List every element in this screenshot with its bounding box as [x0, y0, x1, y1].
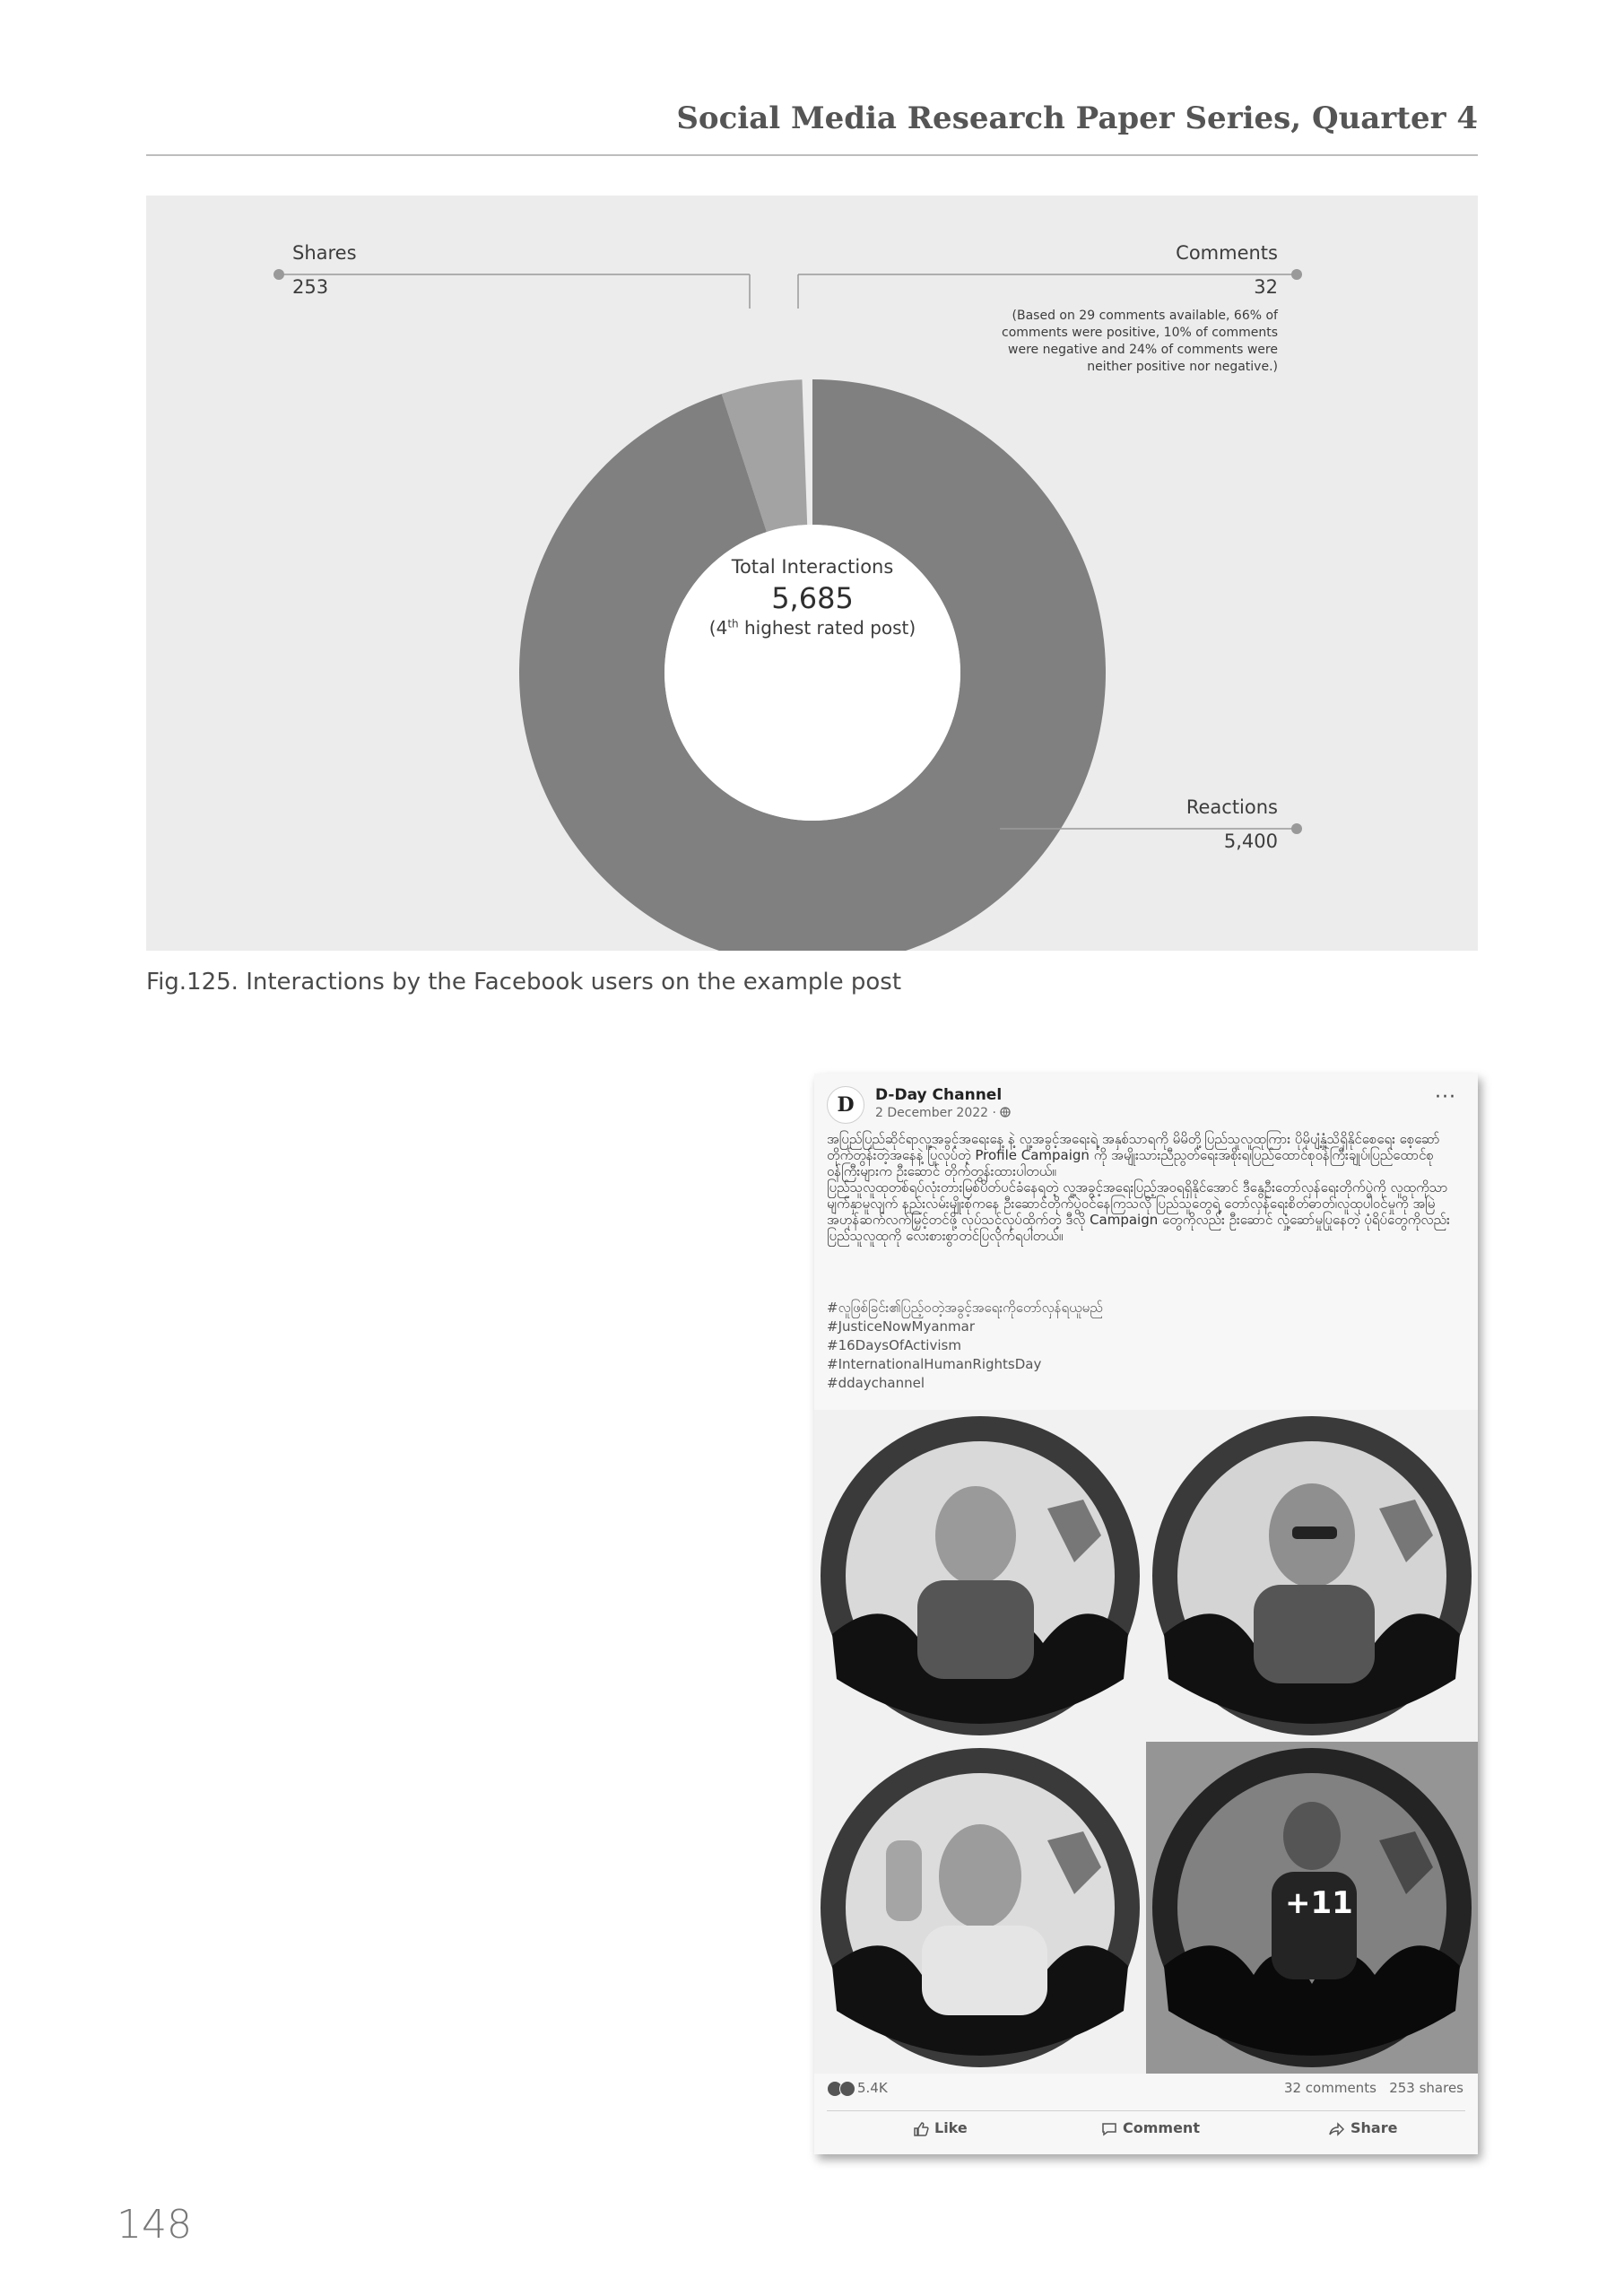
center-label: Total Interactions	[731, 556, 894, 578]
avatar-letter: D	[837, 1093, 855, 1117]
share-label: Share	[1350, 2119, 1398, 2136]
share-count[interactable]: 253 shares	[1389, 2080, 1463, 2096]
hashtag[interactable]: #16DaysOfActivism	[827, 1337, 961, 1353]
share-button[interactable]	[1329, 2119, 1397, 2137]
reactions-value: 5,400	[1223, 831, 1278, 852]
reaction-icons	[827, 2080, 852, 2097]
action-divider	[827, 2110, 1465, 2111]
reaction-count[interactable]	[827, 2080, 888, 2097]
comments-leader-dot	[1291, 269, 1302, 280]
love-reaction-icon	[839, 2081, 855, 2097]
hashtag[interactable]: #လူဖြစ်ခြင်း၏ပြည့်ဝတဲ့အခွင့်အရေးကိုတော်လှန်ရယူမည်	[827, 1300, 1103, 1316]
comment-count[interactable]: 32 comments	[1283, 2080, 1376, 2096]
comment-bubble-icon	[1101, 2121, 1117, 2137]
more-options-icon[interactable]: ···	[1435, 1086, 1456, 1109]
hashtag[interactable]: #JusticeNowMyanmar	[827, 1318, 975, 1335]
figure-caption: Fig.125. Interactions by the Facebook users on the example post	[146, 969, 902, 996]
engagement-stats	[827, 2080, 1465, 2100]
hashtag[interactable]: #ddaychannel	[827, 1375, 925, 1391]
reaction-count-text: 5.4K	[857, 2080, 888, 2096]
profile-frame-photo-3[interactable]	[814, 1742, 1146, 2074]
post-date[interactable]	[875, 1106, 1011, 1120]
thumbs-up-icon	[913, 2121, 929, 2137]
more-photos-count[interactable]: +11	[1285, 1885, 1353, 1921]
comment-button[interactable]	[1101, 2119, 1200, 2137]
like-button[interactable]	[913, 2119, 968, 2137]
comments-value: 32	[1254, 276, 1278, 298]
profile-frame-photo-4[interactable]	[1146, 1742, 1478, 2074]
running-header: Social Media Research Paper Series, Quarter 4	[676, 100, 1478, 136]
donut-chart	[146, 196, 1478, 951]
shares-value: 253	[292, 276, 329, 298]
portrait-frame-image	[814, 1410, 1146, 1742]
shares-leader-dot	[274, 269, 284, 280]
facebook-post	[814, 1074, 1478, 2154]
portrait-frame-image	[1146, 1410, 1478, 1742]
globe-icon	[1000, 1107, 1011, 1118]
page-number: 148	[117, 2202, 192, 2248]
page-avatar[interactable]	[827, 1086, 864, 1124]
profile-frame-photo-2[interactable]	[1146, 1410, 1478, 1742]
reactions-leader-dot	[1291, 823, 1302, 834]
header-rule	[146, 154, 1478, 156]
like-label: Like	[934, 2119, 968, 2136]
share-arrow-icon	[1329, 2121, 1345, 2137]
post-body: အပြည်ပြည်ဆိုင်ရာလူ့အခွင့်အရေးနေ့ နဲ့ လူ့အခွင့်အရေးရဲ့ အနှစ်သာရကို မိမိတို့ပြည်သူလူထုကြား ပိုမိုပျံ့နှံ့သိရှိနိုင်စေရေး စေ့ဆော်တိုက်တွန်းတဲ့အနေနဲ့ ပြုလုပ်တဲ့ Profile Campaign ကို အမျိုးသားညီညွတ်ရေးအစိုးရ၊ပြည်ထောင်စုဝန်ကြီးချုပ်၊ပြည်ထောင်စုဝန်ကြီးများက ဦးဆောင် တိုက်တွန်းထားပါတယ်။ ပြည်သူလူထုတစ်ရပ်လုံးတားမြစ်ပိတ်ပင်ခံနေရတဲ့ လူ့အခွင့်အရေးပြည့်အဝရရှိနိုင်အောင် ဒီနွေဦးတော်လှန်ရေးတိုက်ပွဲကို လူထုကိုသာ မျက်နှာမူလျက် နည်းလမ်းမျိုးစုံကနေ ဦးဆောင်တိုက်ပွဲဝင်နေကြသလို ပြည်သူတွေရဲ့ တော်လှန်ရေးစိတ်ဓာတ်၊လူထုပါဝင်မှုကို အမြဲအဟုန်ဆက်လက်မြှင့်တင်ဖို့ လုပ်သင့်လုပ်ထိုက်တဲ့ ဒီလို Campaign တွေကိုလည်း ဦးဆောင် လှုံ့ဆော်မှုပြုနေတဲ့ ပုံရိပ်တွေကိုလည်း ပြည်သူလူထုကို လေးစားစွာတင်ပြလိုက်ရပါတယ်။	[827, 1131, 1450, 1244]
action-bar	[827, 2119, 1465, 2144]
comments-note: (Based on 29 comments available, 66% of comments were positive, 10% of comments were negative and 24% of comments were neither positive nor negative.)	[1002, 309, 1278, 374]
post-date-text: 2 December 2022 ·	[875, 1106, 1001, 1120]
center-rank-text: highest rated post)	[738, 617, 916, 639]
reactions-label: Reactions	[1185, 796, 1278, 818]
profile-frame-photo-1[interactable]	[814, 1410, 1146, 1742]
center-rank-num: (4	[708, 617, 728, 639]
comments-label: Comments	[1176, 242, 1278, 264]
hashtag[interactable]: #InternationalHumanRightsDay	[827, 1356, 1042, 1372]
portrait-frame-image	[814, 1742, 1146, 2074]
center-rank-sup: th	[727, 617, 739, 631]
page-name[interactable]: D-Day Channel	[875, 1086, 1003, 1104]
center-value: 5,685	[771, 581, 854, 615]
center-rank	[678, 617, 947, 639]
shares-label: Shares	[292, 242, 357, 264]
hashtag-list	[827, 1299, 1103, 1393]
comment-label: Comment	[1123, 2119, 1200, 2136]
comment-share-counts	[1284, 2080, 1463, 2096]
donut-center-text	[678, 556, 947, 639]
